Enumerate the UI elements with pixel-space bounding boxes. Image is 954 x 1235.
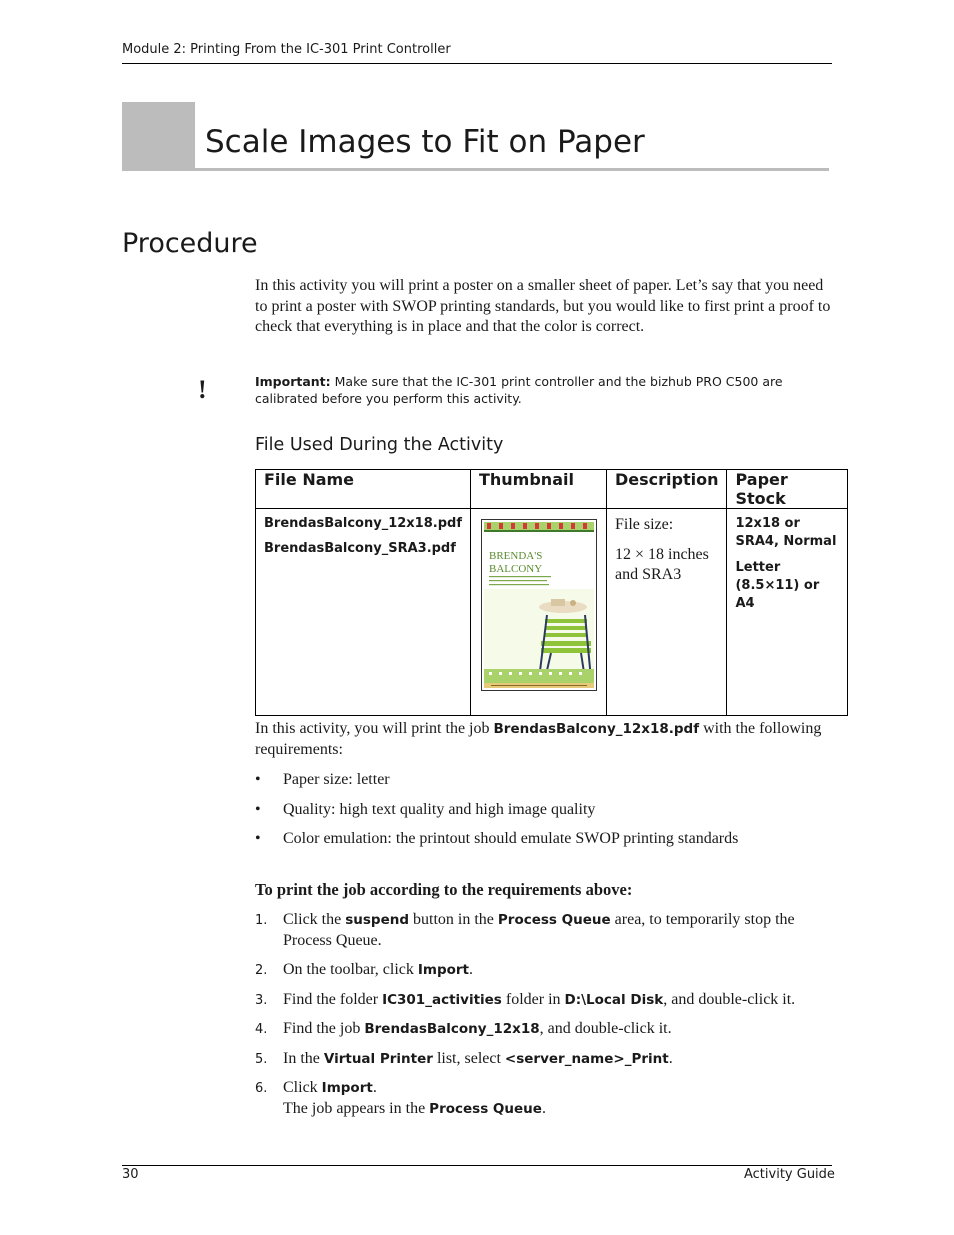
poster-title-line1: BRENDA'S: [488, 550, 543, 562]
table-row: [256, 509, 848, 716]
step-text: .: [668, 1049, 673, 1067]
file-table: [255, 469, 848, 716]
description-size: 12 × 18 inches and SRA3: [614, 546, 709, 583]
step-text: On the toolbar, click: [283, 961, 418, 978]
step-text: .: [469, 961, 474, 978]
step-number: 2.: [255, 963, 268, 978]
step-result-text: The job appears in the: [283, 1099, 430, 1117]
important-icon: !: [198, 375, 207, 404]
header-file-name: File Name: [256, 470, 471, 509]
job-name: BrendasBalcony_12x18.pdf: [493, 721, 700, 737]
bullet: •: [255, 800, 261, 818]
header-description: Description: [606, 470, 726, 509]
paper-stock-original: 12x18 or SRA4, Normal: [735, 516, 837, 549]
step-item: [255, 990, 835, 1011]
step-text: area, to temporarily stop the Process Queue.: [283, 911, 795, 949]
step-number: 3.: [255, 992, 268, 1008]
paper-stock-target: Letter (8.5×11) or A4: [735, 560, 820, 611]
requirements-intro-after: with the following requirements:: [255, 720, 822, 758]
requirement-text: Paper size: letter: [283, 771, 390, 788]
step-bold: IC301_activities: [382, 991, 502, 1008]
table-header-row: [256, 470, 848, 509]
page-number: 30: [122, 1167, 139, 1182]
section-heading: Procedure: [122, 228, 258, 259]
header-rule: [122, 63, 832, 64]
step-bold: Import: [321, 1080, 373, 1096]
step-bold: suspend: [345, 912, 409, 928]
file-name-sra3: BrendasBalcony_SRA3.pdf: [264, 541, 456, 556]
title-accent-block: [122, 102, 195, 170]
step-bold: Virtual Printer: [323, 1050, 433, 1067]
cell-paper-stock: [727, 509, 848, 716]
step-text: Find the job: [283, 1020, 365, 1037]
cell-thumbnail: [470, 509, 606, 716]
requirements-list: [255, 770, 835, 859]
footer-title: Activity Guide: [744, 1167, 835, 1182]
step-text: .: [372, 1079, 377, 1096]
list-item: [255, 829, 835, 849]
poster-title-line2: BALCONY: [488, 563, 543, 575]
step-number: 1.: [255, 913, 268, 928]
file-name-12x18: BrendasBalcony_12x18.pdf: [264, 516, 462, 531]
step-text: Click the: [283, 911, 346, 928]
step-item: [255, 910, 835, 951]
procedure-heading: To print the job according to the requirements above:: [255, 880, 633, 899]
requirement-text: Color emulation: the printout should emulate SWOP printing standards: [283, 830, 739, 848]
step-bold: Process Queue: [429, 1100, 542, 1117]
step-bold: <server_name>_Print: [504, 1050, 669, 1067]
step-item: [255, 1049, 835, 1070]
poster-thumbnail: [481, 519, 597, 691]
intro-paragraph: In this activity you will print a poster on a smaller sheet of paper. Let’s say that you need to print a poster with SWOP printing standards, but you would like to first print a proof to check that everything is in place and that the color is correct.: [255, 277, 831, 335]
cell-file-names: [256, 509, 471, 716]
requirement-text: Quality: high text quality and high image quality: [283, 800, 596, 818]
step-text: In the: [283, 1049, 324, 1067]
step-text: Click: [283, 1079, 322, 1096]
bullet: •: [255, 830, 261, 848]
header-paper-stock: Paper Stock: [727, 470, 848, 509]
step-bold: D:\Local Disk: [564, 991, 664, 1008]
step-number: 6.: [255, 1081, 268, 1096]
step-number: 5.: [255, 1051, 268, 1067]
page-title: Scale Images to Fit on Paper: [205, 124, 645, 160]
step-bold: BrendasBalcony_12x18: [364, 1021, 540, 1037]
list-item: [255, 800, 835, 820]
list-item: [255, 770, 835, 790]
important-text: Make sure that the IC-301 print controller and the bizhub PRO C500 are calibrated before you perform this activity.: [255, 374, 783, 406]
important-note: [255, 373, 835, 407]
step-text: list, select: [432, 1049, 505, 1067]
file-table-heading: File Used During the Activity: [255, 435, 504, 455]
cell-description: [606, 509, 726, 716]
important-label: Important:: [255, 374, 331, 389]
title-rule: [122, 168, 829, 171]
requirements-intro-before: In this activity, you will print the job: [255, 720, 494, 737]
step-text: folder in: [501, 990, 565, 1008]
step-text: Find the folder: [283, 990, 383, 1008]
header-thumbnail: Thumbnail: [470, 470, 606, 509]
step-number: 4.: [255, 1022, 268, 1037]
step-item: [255, 1019, 835, 1040]
step-text: button in the: [409, 911, 498, 928]
bullet: •: [255, 771, 261, 788]
requirements-intro: [255, 719, 835, 760]
step-bold: Process Queue: [497, 912, 611, 928]
step-item: [255, 1078, 835, 1119]
description-label: File size:: [614, 516, 674, 533]
footer-rule: [122, 1165, 832, 1166]
procedure-steps: [255, 910, 835, 1128]
running-head: Module 2: Printing From the IC-301 Print Controller: [122, 42, 451, 57]
step-text: , and double-click it.: [663, 990, 796, 1008]
step-text: .: [541, 1099, 546, 1117]
step-bold: Import: [417, 962, 470, 978]
step-item: [255, 960, 835, 981]
step-text: , and double-click it.: [539, 1020, 672, 1037]
